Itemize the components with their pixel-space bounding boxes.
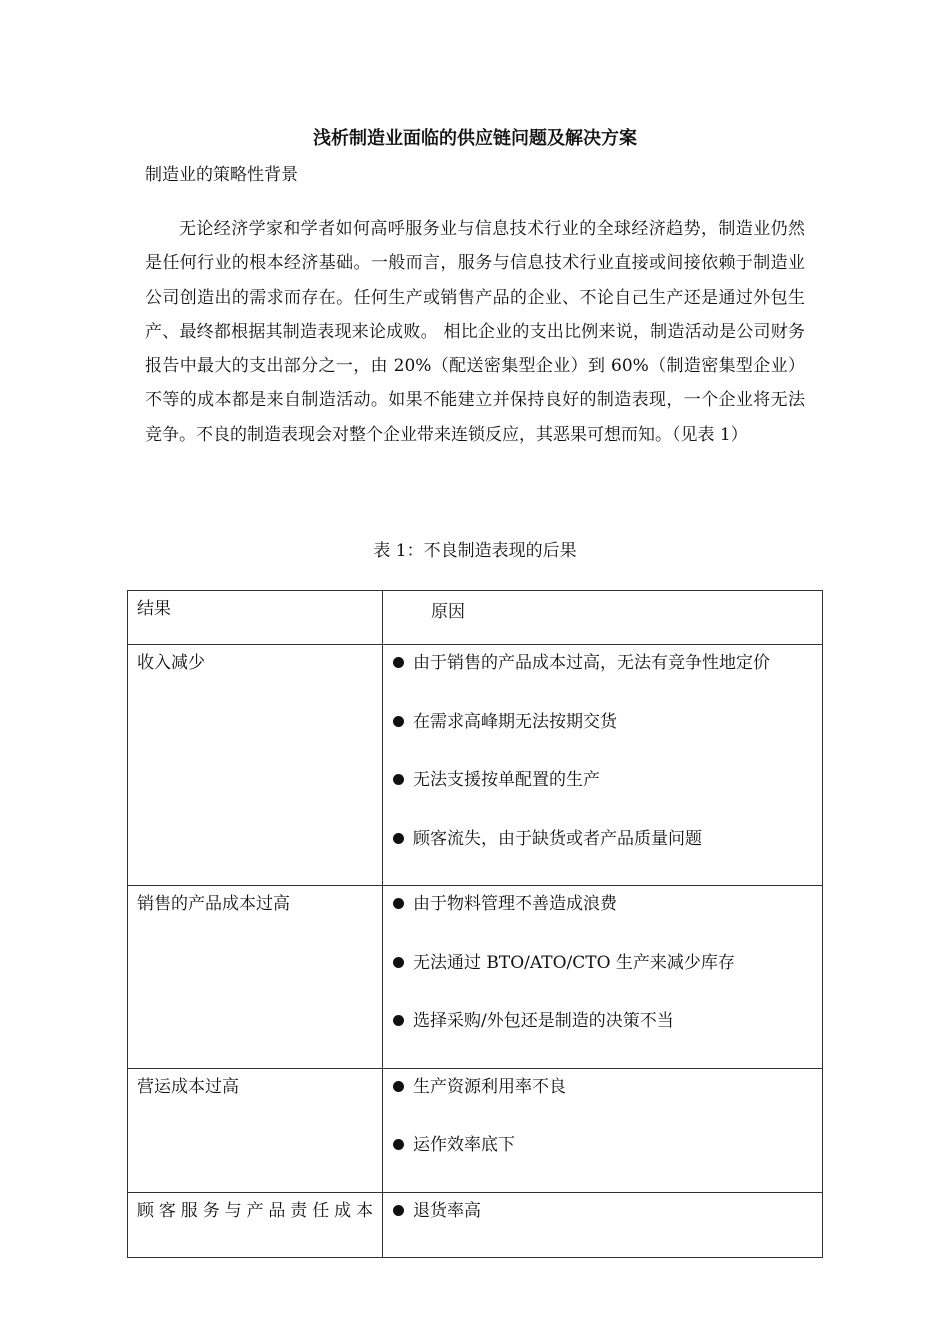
reason-cell xyxy=(383,1192,823,1258)
reason-item xyxy=(392,768,822,827)
reason-text: 顾客流失，由于缺货或者产品质量问题 xyxy=(413,828,702,849)
table-caption: 表 1：不良制造表现的后果 xyxy=(373,541,577,561)
bullet-icon xyxy=(393,657,404,668)
reason-list xyxy=(392,1199,822,1258)
header-result-cell: 结果 xyxy=(128,591,383,645)
bullet-icon xyxy=(393,898,404,909)
reason-text: 无法支援按单配置的生产 xyxy=(413,770,600,790)
reason-item xyxy=(392,651,822,710)
document-title: 浅析制造业面临的供应链问题及解决方案 xyxy=(313,128,637,149)
table-row xyxy=(128,1192,823,1258)
bullet-icon xyxy=(393,833,404,844)
reason-item xyxy=(392,1199,822,1258)
header-reason-cell: 原因 xyxy=(383,591,823,645)
reason-text: 由于物料管理不善造成浪费 xyxy=(413,894,617,914)
reason-item xyxy=(392,1009,822,1068)
table-row xyxy=(128,1068,823,1192)
reason-cell xyxy=(383,886,823,1069)
reason-list xyxy=(392,892,822,1068)
reason-text: 退货率高 xyxy=(413,1200,481,1221)
result-cell xyxy=(128,1192,383,1258)
table-header-row xyxy=(128,591,823,645)
bullet-icon xyxy=(393,1139,404,1150)
reason-text: 运作效率底下 xyxy=(413,1135,515,1155)
body-paragraph: 无论经济学家和学者如何高呼服务业与信息技术行业的全球经济趋势，制造业仍然是任何行业的根本经济基础。一般而言，服务与信息技术行业直接或间接依赖于制造业公司创造出的需求而存在。任何生产或销售产品的企业、不论自己生产还是通过外包生产、最终都根据其制造表现来论成败。 相比企业的支出比例来说，制造活动是公司财务报告中最大的支出部分之一，由 20%（配送密集型企业）到 60%（制造密集型企业）不等的成本都是来自制造活动。如果不能建立并保持良好的制造表现，一个企业将无法竞争。不良的制造表现会对整个企业带来连锁反应，其恶果可想而知。（见表 1） xyxy=(145,219,805,445)
result-text: 顾客服务与产品责任成本 xyxy=(137,1200,373,1221)
result-cell: 营运成本过高 xyxy=(128,1068,383,1192)
bullet-icon xyxy=(393,716,404,727)
bullet-icon xyxy=(393,1015,404,1026)
result-cell: 销售的产品成本过高 xyxy=(128,886,383,1069)
reason-text: 选择采购/外包还是制造的决策不当 xyxy=(413,1011,674,1031)
reason-item xyxy=(392,951,822,1010)
bullet-icon xyxy=(393,1081,404,1092)
bullet-icon xyxy=(393,957,404,968)
reason-item xyxy=(392,710,822,769)
reason-text: 无法通过 BTO/ATO/CTO 生产来减少库存 xyxy=(413,952,735,973)
reason-cell xyxy=(383,645,823,886)
bullet-icon xyxy=(393,774,404,785)
section-heading: 制造业的策略性背景 xyxy=(145,165,298,185)
consequences-table xyxy=(127,590,823,1258)
reason-item xyxy=(392,1075,822,1134)
result-cell: 收入减少 xyxy=(128,645,383,886)
reason-list xyxy=(392,651,822,885)
reason-item xyxy=(392,892,822,951)
reason-item xyxy=(392,827,822,886)
table-row xyxy=(128,886,823,1069)
reason-cell xyxy=(383,1068,823,1192)
reason-item xyxy=(392,1133,822,1192)
reason-text: 在需求高峰期无法按期交货 xyxy=(413,711,617,732)
bullet-icon xyxy=(393,1205,404,1216)
reason-text: 生产资源利用率不良 xyxy=(413,1076,566,1097)
reason-list xyxy=(392,1075,822,1192)
table-row xyxy=(128,645,823,886)
reason-text: 由于销售的产品成本过高，无法有竞争性地定价 xyxy=(413,653,770,673)
